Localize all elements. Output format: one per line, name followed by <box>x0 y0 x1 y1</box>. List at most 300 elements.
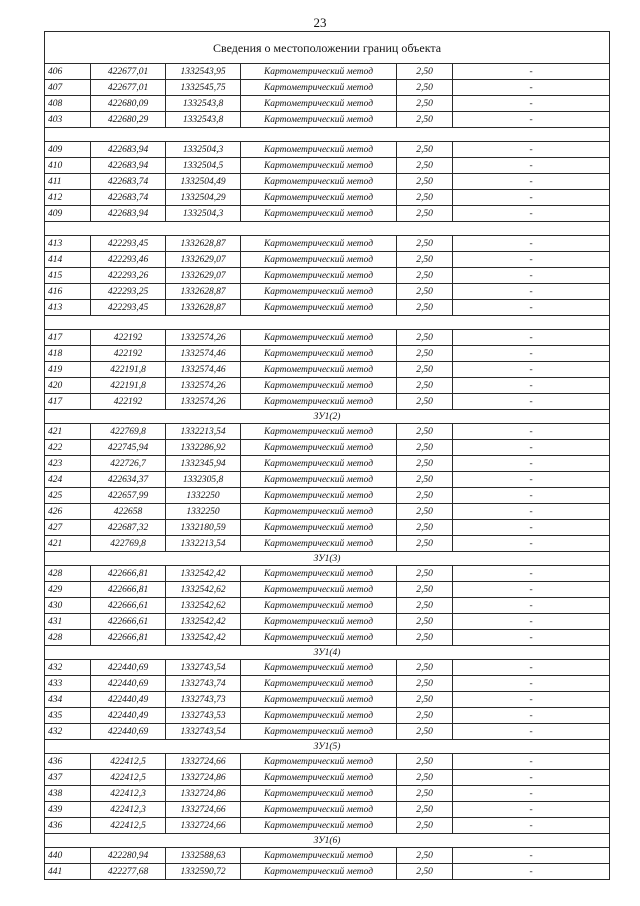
note-cell: - <box>453 174 610 190</box>
note-cell: - <box>453 864 610 880</box>
x-coordinate-cell: 422657,99 <box>91 488 166 504</box>
method-cell: Картометрический метод <box>241 394 397 410</box>
y-coordinate-cell: 1332213,54 <box>166 424 241 440</box>
page-number: 23 <box>313 15 327 30</box>
y-coordinate-cell: 1332574,26 <box>166 330 241 346</box>
point-number-cell: 403 <box>45 112 91 128</box>
y-coordinate-cell: 1332504,29 <box>166 190 241 206</box>
x-coordinate-cell: 422677,01 <box>91 64 166 80</box>
point-row <box>45 236 610 252</box>
method-cell: Картометрический метод <box>241 818 397 834</box>
method-cell: Картометрический метод <box>241 362 397 378</box>
point-number-cell: 439 <box>45 802 91 818</box>
method-cell: Картометрический метод <box>241 598 397 614</box>
y-coordinate-cell: 1332574,46 <box>166 346 241 362</box>
accuracy-cell: 2,50 <box>397 158 453 174</box>
method-cell: Картометрический метод <box>241 190 397 206</box>
note-cell: - <box>453 802 610 818</box>
point-row <box>45 362 610 378</box>
note-cell: - <box>453 158 610 174</box>
method-cell: Картометрический метод <box>241 692 397 708</box>
method-cell: Картометрический метод <box>241 614 397 630</box>
point-row <box>45 440 610 456</box>
point-number-cell: 411 <box>45 174 91 190</box>
point-number-cell: 410 <box>45 158 91 174</box>
method-cell: Картометрический метод <box>241 142 397 158</box>
method-cell: Картометрический метод <box>241 786 397 802</box>
group-label: ЗУ1(5) <box>45 740 610 754</box>
point-number-cell: 428 <box>45 566 91 582</box>
note-cell: - <box>453 424 610 440</box>
accuracy-cell: 2,50 <box>397 346 453 362</box>
point-row <box>45 330 610 346</box>
x-coordinate-cell: 422769,8 <box>91 536 166 552</box>
accuracy-cell: 2,50 <box>397 190 453 206</box>
y-coordinate-cell: 1332590,72 <box>166 864 241 880</box>
point-row <box>45 284 610 300</box>
x-coordinate-cell: 422666,81 <box>91 630 166 646</box>
group-header-row <box>45 646 610 660</box>
y-coordinate-cell: 1332286,92 <box>166 440 241 456</box>
separator-row <box>45 222 610 236</box>
point-number-cell: 435 <box>45 708 91 724</box>
note-cell: - <box>453 394 610 410</box>
point-row <box>45 692 610 708</box>
accuracy-cell: 2,50 <box>397 252 453 268</box>
y-coordinate-cell: 1332628,87 <box>166 300 241 316</box>
boundary-coordinates-table <box>44 31 610 880</box>
note-cell: - <box>453 692 610 708</box>
y-coordinate-cell: 1332628,87 <box>166 236 241 252</box>
x-coordinate-cell: 422683,94 <box>91 206 166 222</box>
note-cell: - <box>453 676 610 692</box>
point-row <box>45 598 610 614</box>
point-row <box>45 676 610 692</box>
note-cell: - <box>453 598 610 614</box>
x-coordinate-cell: 422769,8 <box>91 424 166 440</box>
point-row <box>45 770 610 786</box>
method-cell: Картометрический метод <box>241 566 397 582</box>
accuracy-cell: 2,50 <box>397 566 453 582</box>
x-coordinate-cell: 422293,46 <box>91 252 166 268</box>
y-coordinate-cell: 1332504,3 <box>166 142 241 158</box>
point-number-cell: 434 <box>45 692 91 708</box>
accuracy-cell: 2,50 <box>397 786 453 802</box>
y-coordinate-cell: 1332542,42 <box>166 566 241 582</box>
accuracy-cell: 2,50 <box>397 268 453 284</box>
note-cell: - <box>453 236 610 252</box>
y-coordinate-cell: 1332345,94 <box>166 456 241 472</box>
method-cell: Картометрический метод <box>241 346 397 362</box>
point-row <box>45 520 610 536</box>
accuracy-cell: 2,50 <box>397 754 453 770</box>
point-number-cell: 421 <box>45 536 91 552</box>
accuracy-cell: 2,50 <box>397 284 453 300</box>
x-coordinate-cell: 422192 <box>91 330 166 346</box>
point-number-cell: 436 <box>45 754 91 770</box>
x-coordinate-cell: 422666,81 <box>91 582 166 598</box>
x-coordinate-cell: 422293,26 <box>91 268 166 284</box>
x-coordinate-cell: 422634,37 <box>91 472 166 488</box>
x-coordinate-cell: 422666,81 <box>91 566 166 582</box>
y-coordinate-cell: 1332542,62 <box>166 598 241 614</box>
point-row <box>45 174 610 190</box>
note-cell: - <box>453 252 610 268</box>
y-coordinate-cell: 1332724,66 <box>166 818 241 834</box>
x-coordinate-cell: 422412,5 <box>91 754 166 770</box>
method-cell: Картометрический метод <box>241 440 397 456</box>
point-row <box>45 818 610 834</box>
point-row <box>45 848 610 864</box>
note-cell: - <box>453 786 610 802</box>
accuracy-cell: 2,50 <box>397 488 453 504</box>
group-label: ЗУ1(3) <box>45 552 610 566</box>
point-number-cell: 441 <box>45 864 91 880</box>
point-number-cell: 428 <box>45 630 91 646</box>
point-number-cell: 432 <box>45 724 91 740</box>
method-cell: Картометрический метод <box>241 520 397 536</box>
method-cell: Картометрический метод <box>241 206 397 222</box>
separator-cell <box>45 128 610 142</box>
accuracy-cell: 2,50 <box>397 676 453 692</box>
x-coordinate-cell: 422293,45 <box>91 300 166 316</box>
accuracy-cell: 2,50 <box>397 236 453 252</box>
method-cell: Картометрический метод <box>241 848 397 864</box>
accuracy-cell: 2,50 <box>397 848 453 864</box>
note-cell: - <box>453 488 610 504</box>
method-cell: Картометрический метод <box>241 472 397 488</box>
y-coordinate-cell: 1332504,5 <box>166 158 241 174</box>
method-cell: Картометрический метод <box>241 80 397 96</box>
x-coordinate-cell: 422440,49 <box>91 708 166 724</box>
point-number-cell: 427 <box>45 520 91 536</box>
method-cell: Картометрический метод <box>241 378 397 394</box>
note-cell: - <box>453 582 610 598</box>
y-coordinate-cell: 1332629,07 <box>166 268 241 284</box>
point-row <box>45 566 610 582</box>
note-cell: - <box>453 630 610 646</box>
point-row <box>45 456 610 472</box>
y-coordinate-cell: 1332305,8 <box>166 472 241 488</box>
x-coordinate-cell: 422412,5 <box>91 818 166 834</box>
note-cell: - <box>453 614 610 630</box>
x-coordinate-cell: 422277,68 <box>91 864 166 880</box>
point-row <box>45 64 610 80</box>
method-cell: Картометрический метод <box>241 770 397 786</box>
y-coordinate-cell: 1332504,3 <box>166 206 241 222</box>
x-coordinate-cell: 422683,74 <box>91 174 166 190</box>
point-row <box>45 864 610 880</box>
point-number-cell: 420 <box>45 378 91 394</box>
x-coordinate-cell: 422683,94 <box>91 158 166 174</box>
point-row <box>45 802 610 818</box>
x-coordinate-cell: 422680,29 <box>91 112 166 128</box>
y-coordinate-cell: 1332743,54 <box>166 660 241 676</box>
method-cell: Картометрический метод <box>241 174 397 190</box>
note-cell: - <box>453 330 610 346</box>
note-cell: - <box>453 536 610 552</box>
y-coordinate-cell: 1332628,87 <box>166 284 241 300</box>
accuracy-cell: 2,50 <box>397 864 453 880</box>
x-coordinate-cell: 422293,25 <box>91 284 166 300</box>
note-cell: - <box>453 724 610 740</box>
method-cell: Картометрический метод <box>241 236 397 252</box>
x-coordinate-cell: 422412,3 <box>91 786 166 802</box>
point-number-cell: 406 <box>45 64 91 80</box>
point-number-cell: 409 <box>45 142 91 158</box>
method-cell: Картометрический метод <box>241 158 397 174</box>
y-coordinate-cell: 1332574,26 <box>166 394 241 410</box>
point-number-cell: 440 <box>45 848 91 864</box>
x-coordinate-cell: 422280,94 <box>91 848 166 864</box>
y-coordinate-cell: 1332574,46 <box>166 362 241 378</box>
point-row <box>45 786 610 802</box>
accuracy-cell: 2,50 <box>397 394 453 410</box>
point-number-cell: 416 <box>45 284 91 300</box>
method-cell: Картометрический метод <box>241 504 397 520</box>
y-coordinate-cell: 1332543,8 <box>166 96 241 112</box>
point-row <box>45 190 610 206</box>
method-cell: Картометрический метод <box>241 268 397 284</box>
y-coordinate-cell: 1332504,49 <box>166 174 241 190</box>
note-cell: - <box>453 362 610 378</box>
accuracy-cell: 2,50 <box>397 142 453 158</box>
point-number-cell: 415 <box>45 268 91 284</box>
accuracy-cell: 2,50 <box>397 802 453 818</box>
point-row <box>45 708 610 724</box>
accuracy-cell: 2,50 <box>397 174 453 190</box>
point-number-cell: 413 <box>45 300 91 316</box>
y-coordinate-cell: 1332574,26 <box>166 378 241 394</box>
accuracy-cell: 2,50 <box>397 660 453 676</box>
method-cell: Картометрический метод <box>241 488 397 504</box>
method-cell: Картометрический метод <box>241 330 397 346</box>
point-number-cell: 408 <box>45 96 91 112</box>
point-number-cell: 421 <box>45 424 91 440</box>
accuracy-cell: 2,50 <box>397 708 453 724</box>
accuracy-cell: 2,50 <box>397 440 453 456</box>
point-row <box>45 582 610 598</box>
point-row <box>45 424 610 440</box>
accuracy-cell: 2,50 <box>397 96 453 112</box>
x-coordinate-cell: 422726,7 <box>91 456 166 472</box>
y-coordinate-cell: 1332250 <box>166 504 241 520</box>
point-row <box>45 660 610 676</box>
x-coordinate-cell: 422687,32 <box>91 520 166 536</box>
accuracy-cell: 2,50 <box>397 818 453 834</box>
point-number-cell: 433 <box>45 676 91 692</box>
y-coordinate-cell: 1332213,54 <box>166 536 241 552</box>
method-cell: Картометрический метод <box>241 676 397 692</box>
method-cell: Картометрический метод <box>241 864 397 880</box>
x-coordinate-cell: 422412,5 <box>91 770 166 786</box>
point-row <box>45 112 610 128</box>
x-coordinate-cell: 422666,61 <box>91 598 166 614</box>
point-row <box>45 536 610 552</box>
x-coordinate-cell: 422683,74 <box>91 190 166 206</box>
point-number-cell: 431 <box>45 614 91 630</box>
method-cell: Картометрический метод <box>241 64 397 80</box>
accuracy-cell: 2,50 <box>397 630 453 646</box>
point-row <box>45 488 610 504</box>
table-title: Сведения о местоположении границ объекта <box>45 32 610 64</box>
x-coordinate-cell: 422683,94 <box>91 142 166 158</box>
point-number-cell: 430 <box>45 598 91 614</box>
note-cell: - <box>453 472 610 488</box>
note-cell: - <box>453 284 610 300</box>
y-coordinate-cell: 1332588,63 <box>166 848 241 864</box>
note-cell: - <box>453 504 610 520</box>
note-cell: - <box>453 206 610 222</box>
note-cell: - <box>453 770 610 786</box>
point-row <box>45 252 610 268</box>
point-row <box>45 80 610 96</box>
point-row <box>45 96 610 112</box>
method-cell: Картометрический метод <box>241 456 397 472</box>
point-number-cell: 436 <box>45 818 91 834</box>
note-cell: - <box>453 80 610 96</box>
group-header-row <box>45 552 610 566</box>
method-cell: Картометрический метод <box>241 112 397 128</box>
note-cell: - <box>453 268 610 284</box>
y-coordinate-cell: 1332542,42 <box>166 630 241 646</box>
note-cell: - <box>453 300 610 316</box>
group-label: ЗУ1(6) <box>45 834 610 848</box>
table-title-row <box>45 32 610 64</box>
y-coordinate-cell: 1332724,66 <box>166 754 241 770</box>
point-row <box>45 206 610 222</box>
accuracy-cell: 2,50 <box>397 770 453 786</box>
note-cell: - <box>453 754 610 770</box>
note-cell: - <box>453 112 610 128</box>
point-number-cell: 425 <box>45 488 91 504</box>
x-coordinate-cell: 422192 <box>91 346 166 362</box>
method-cell: Картометрический метод <box>241 96 397 112</box>
note-cell: - <box>453 142 610 158</box>
point-row <box>45 630 610 646</box>
point-number-cell: 422 <box>45 440 91 456</box>
group-header-row <box>45 834 610 848</box>
y-coordinate-cell: 1332543,95 <box>166 64 241 80</box>
separator-row <box>45 316 610 330</box>
point-row <box>45 268 610 284</box>
point-number-cell: 413 <box>45 236 91 252</box>
x-coordinate-cell: 422666,61 <box>91 614 166 630</box>
separator-cell <box>45 316 610 330</box>
note-cell: - <box>453 440 610 456</box>
accuracy-cell: 2,50 <box>397 424 453 440</box>
y-coordinate-cell: 1332629,07 <box>166 252 241 268</box>
point-number-cell: 424 <box>45 472 91 488</box>
x-coordinate-cell: 422191,8 <box>91 378 166 394</box>
point-number-cell: 429 <box>45 582 91 598</box>
group-label: ЗУ1(2) <box>45 410 610 424</box>
point-number-cell: 432 <box>45 660 91 676</box>
x-coordinate-cell: 422412,3 <box>91 802 166 818</box>
y-coordinate-cell: 1332724,86 <box>166 770 241 786</box>
note-cell: - <box>453 818 610 834</box>
separator-row <box>45 128 610 142</box>
note-cell: - <box>453 64 610 80</box>
note-cell: - <box>453 848 610 864</box>
point-number-cell: 418 <box>45 346 91 362</box>
x-coordinate-cell: 422745,94 <box>91 440 166 456</box>
y-coordinate-cell: 1332724,66 <box>166 802 241 818</box>
x-coordinate-cell: 422677,01 <box>91 80 166 96</box>
note-cell: - <box>453 566 610 582</box>
note-cell: - <box>453 346 610 362</box>
method-cell: Картометрический метод <box>241 424 397 440</box>
accuracy-cell: 2,50 <box>397 504 453 520</box>
accuracy-cell: 2,50 <box>397 112 453 128</box>
point-row <box>45 394 610 410</box>
method-cell: Картометрический метод <box>241 660 397 676</box>
point-row <box>45 378 610 394</box>
y-coordinate-cell: 1332743,73 <box>166 692 241 708</box>
point-row <box>45 754 610 770</box>
point-number-cell: 423 <box>45 456 91 472</box>
method-cell: Картометрический метод <box>241 300 397 316</box>
method-cell: Картометрический метод <box>241 582 397 598</box>
point-number-cell: 417 <box>45 330 91 346</box>
separator-cell <box>45 222 610 236</box>
point-row <box>45 346 610 362</box>
method-cell: Картометрический метод <box>241 536 397 552</box>
note-cell: - <box>453 378 610 394</box>
point-row <box>45 300 610 316</box>
accuracy-cell: 2,50 <box>397 456 453 472</box>
x-coordinate-cell: 422440,69 <box>91 724 166 740</box>
note-cell: - <box>453 456 610 472</box>
note-cell: - <box>453 708 610 724</box>
accuracy-cell: 2,50 <box>397 64 453 80</box>
accuracy-cell: 2,50 <box>397 362 453 378</box>
point-row <box>45 614 610 630</box>
accuracy-cell: 2,50 <box>397 614 453 630</box>
method-cell: Картометрический метод <box>241 754 397 770</box>
x-coordinate-cell: 422293,45 <box>91 236 166 252</box>
x-coordinate-cell: 422440,69 <box>91 660 166 676</box>
accuracy-cell: 2,50 <box>397 330 453 346</box>
y-coordinate-cell: 1332743,54 <box>166 724 241 740</box>
method-cell: Картометрический метод <box>241 284 397 300</box>
point-row <box>45 158 610 174</box>
y-coordinate-cell: 1332724,86 <box>166 786 241 802</box>
group-label: ЗУ1(4) <box>45 646 610 660</box>
note-cell: - <box>453 190 610 206</box>
accuracy-cell: 2,50 <box>397 536 453 552</box>
x-coordinate-cell: 422440,69 <box>91 676 166 692</box>
table-body <box>45 32 610 880</box>
y-coordinate-cell: 1332743,53 <box>166 708 241 724</box>
point-row <box>45 472 610 488</box>
y-coordinate-cell: 1332250 <box>166 488 241 504</box>
point-number-cell: 426 <box>45 504 91 520</box>
y-coordinate-cell: 1332542,42 <box>166 614 241 630</box>
method-cell: Картометрический метод <box>241 708 397 724</box>
accuracy-cell: 2,50 <box>397 206 453 222</box>
point-number-cell: 407 <box>45 80 91 96</box>
point-number-cell: 417 <box>45 394 91 410</box>
x-coordinate-cell: 422440,49 <box>91 692 166 708</box>
accuracy-cell: 2,50 <box>397 378 453 394</box>
accuracy-cell: 2,50 <box>397 520 453 536</box>
x-coordinate-cell: 422191,8 <box>91 362 166 378</box>
point-number-cell: 419 <box>45 362 91 378</box>
point-number-cell: 409 <box>45 206 91 222</box>
method-cell: Картометрический метод <box>241 630 397 646</box>
x-coordinate-cell: 422658 <box>91 504 166 520</box>
